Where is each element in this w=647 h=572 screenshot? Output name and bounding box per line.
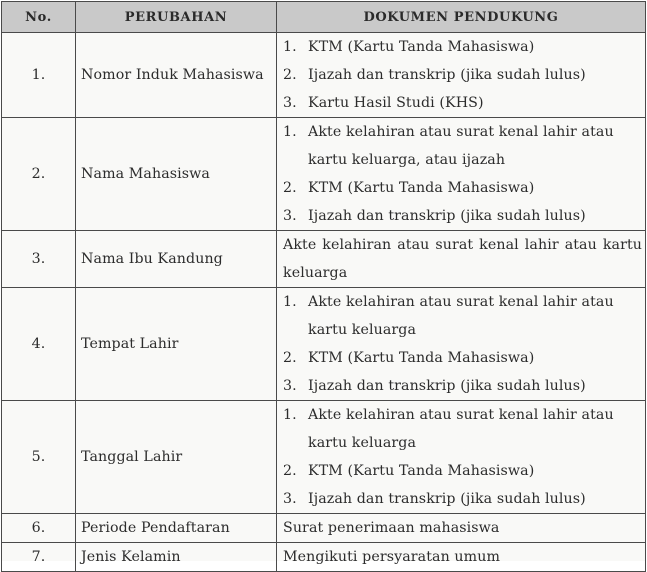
list-item: 2. Ijazah dan transkrip (jika sudah lulus) [283, 67, 586, 83]
row-perubahan: Periode Pendaftaran [76, 514, 277, 543]
row-dokumen [277, 33, 646, 118]
document-list [283, 118, 642, 230]
table-row [2, 118, 646, 231]
row-dokumen [277, 288, 646, 401]
row-perubahan: Tempat Lahir [76, 288, 277, 401]
document-page [1, 1, 645, 565]
document-text: Mengikuti persyaratan umum [283, 549, 501, 565]
list-item: 2. KTM (Kartu Tanda Mahasiswa) [283, 350, 535, 366]
table-row [2, 514, 646, 543]
row-perubahan: Nama Ibu Kandung [76, 231, 277, 288]
row-number: 5. [2, 401, 76, 514]
header-no: No. [2, 2, 76, 33]
list-item: 2. KTM (Kartu Tanda Mahasiswa) [283, 180, 535, 196]
list-item: 3. Ijazah dan transkrip (jika sudah lulus) [283, 208, 586, 224]
list-item: 3. Ijazah dan transkrip (jika sudah lulus) [283, 491, 586, 507]
row-number: 6. [2, 514, 76, 543]
table-row [2, 33, 646, 118]
header-dokumen-pendukung: DOKUMEN PENDUKUNG [277, 2, 646, 33]
requirements-table [1, 1, 646, 572]
table-row [2, 288, 646, 401]
list-item: 3. Ijazah dan transkrip (jika sudah lulus) [283, 378, 586, 394]
list-item: 1. KTM (Kartu Tanda Mahasiswa) [283, 39, 535, 55]
document-list [283, 288, 642, 400]
document-list [283, 401, 642, 513]
row-dokumen [277, 401, 646, 514]
row-perubahan: Jenis Kelamin [76, 543, 277, 572]
row-dokumen [277, 231, 646, 288]
row-dokumen [277, 118, 646, 231]
table-header-row [2, 2, 646, 33]
header-perubahan: PERUBAHAN [76, 2, 277, 33]
row-number: 1. [2, 33, 76, 118]
list-item: 1. Akte kelahiran atau surat kenal lahir atau kartu keluarga, atau ijazah [283, 124, 614, 168]
table-row [2, 543, 646, 572]
list-item: 1. Akte kelahiran atau surat kenal lahir atau kartu keluarga [283, 407, 614, 451]
row-perubahan: Nomor Induk Mahasiswa [76, 33, 277, 118]
row-number: 7. [2, 543, 76, 572]
row-number: 2. [2, 118, 76, 231]
table-row [2, 401, 646, 514]
list-item: 3. Kartu Hasil Studi (KHS) [283, 95, 484, 111]
row-number: 4. [2, 288, 76, 401]
row-dokumen [277, 543, 646, 572]
table-row [2, 231, 646, 288]
row-dokumen [277, 514, 646, 543]
list-item: 1. Akte kelahiran atau surat kenal lahir atau kartu keluarga [283, 294, 614, 338]
document-text: Akte kelahiran atau surat kenal lahir atau kartu keluarga [283, 237, 642, 281]
row-perubahan: Nama Mahasiswa [76, 118, 277, 231]
row-perubahan: Tanggal Lahir [76, 401, 277, 514]
document-list [283, 33, 642, 117]
document-text: Surat penerimaan mahasiswa [283, 520, 500, 536]
row-number: 3. [2, 231, 76, 288]
list-item: 2. KTM (Kartu Tanda Mahasiswa) [283, 463, 535, 479]
